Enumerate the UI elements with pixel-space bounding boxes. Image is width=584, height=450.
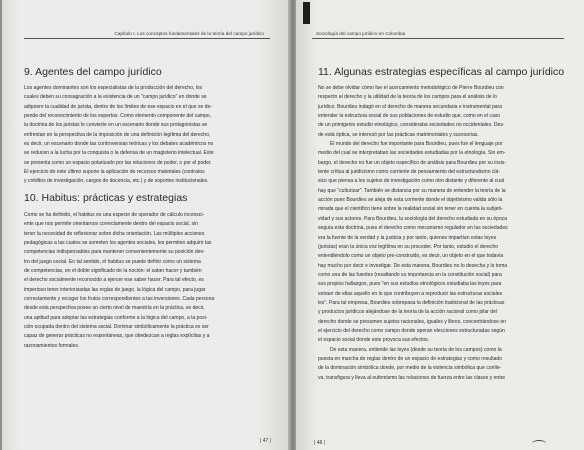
text-line: ente que nos permite orientarnos correctamente dentro del espacio social, sin (24, 221, 198, 228)
text-line: adquiere la cualidad de jurista, dentro de los límites de ese espacio en el que se de- (24, 103, 212, 110)
text-line: medio del cual se interpretaban las sociedades estudiadas por la etnología. Sin em- (318, 150, 506, 157)
text-line: como una de las fuentes (resaltando su importancia en la constitución social) para (318, 271, 502, 278)
text-line: pende del reconocimiento de los expertos. Como elemento componente del campo, (24, 113, 212, 120)
text-line: de competencias, en el doble significado de la noción: el saber hacer y también (24, 268, 202, 275)
text-line: la doctrina de los juristas le convierte en un escenario donde sus protagonistas se (24, 122, 208, 129)
text-line: imperioso tener interiorizadas las reglas de juego, la lógica del campo, para jugar (24, 286, 206, 293)
section-10-title: 10. Habitus: prácticas y estrategias (24, 192, 188, 204)
section-9-title: 9. Agentes del campo jurídico (24, 66, 162, 78)
text-line: entender la estructura social de sus poblaciones de estudio que, como en el caso (318, 113, 501, 120)
text-line: mirada que el científico tiene sobre la realidad social sin tener en cuenta la subjeti- (318, 206, 503, 213)
section-11-title: 11. Algunas estrategias específicas al campo jurídico (318, 66, 565, 78)
page-number-right: | 48 | (314, 440, 325, 446)
section-10-body (24, 211, 272, 351)
running-head-left: Capítulo I. Los conceptos fundamentales de la teoría del campo jurídico (114, 31, 264, 36)
text-line: y productos jurídicos alejándose de la teoría de la acción racional como pilar del (318, 309, 497, 316)
text-line: No se debe olvidar cómo fue el acercamiento metodológico de Pierre Bourdieu con (318, 85, 504, 91)
text-line: El mundo del derecho fue importante para Bourdieu, pues fue el lenguaje por (330, 141, 503, 148)
text-line: acción pues Bourdieu se aleja de esta corriente donde el objetivismo valida sólo la (318, 197, 503, 204)
text-line: Los agentes dominantes son los especialistas de la producción del derecho, los (24, 85, 203, 91)
text-line: derecho donde se presumen sujetos racionales, iguales y libres, concentrándose en (318, 318, 506, 325)
left-page (2, 0, 290, 450)
text-line: extraer de ellas aquello en lo que contribuyen a reproducir las estructuras sociales (318, 290, 503, 297)
text-line: de la dominación simbólica donde, por medio de la violencia simbólica que conlle- (318, 365, 502, 372)
text-line: seguía esta doctrina, pues el derecho como mecanismo regulador en las sociedades (318, 225, 508, 232)
text-line: De esta manera, entiende las leyes (desde su teoría de los campos) como la (330, 346, 502, 353)
text-line: una aptitud para adoptar las estrategias conforme a la lógica del campo, a la posi- (24, 314, 208, 321)
handwritten-mark (532, 440, 546, 447)
text-line: competencias indispensables para mantener convenientemente su posición den- (24, 249, 205, 256)
header-rule-right (312, 38, 564, 39)
text-line: les". Para tal empresa, Bourdieu sobrepasa la definición tradicional de las prácticas (318, 299, 505, 306)
text-line: el derecho socialmente reconocido a ejercer ese saber hacer. Para tal efecto, es (24, 277, 204, 284)
thumb-tab-marker (303, 2, 310, 24)
section-11-body (318, 84, 570, 383)
text-line: se reducen a la lucha por la conquista o la defensa de un magisterio intelectual. Este (24, 150, 214, 157)
text-line: era la fuente de la verdad y la justicia y por tanto, quienes impartían estas leyes (318, 234, 497, 241)
text-line: sico que piensa a los sujetos de investigación como otro distante y diferente al cual (318, 178, 505, 185)
text-line: capaz de generar prácticas no espontáneas, que obedezcan a reglas explícitas y a (24, 333, 210, 340)
text-line: tener la necesidad de reflexionar sobre dicha orientación. Las múltiples acciones (24, 230, 205, 237)
header-rule-left (24, 38, 270, 39)
text-line: hay mucho por decir e investigar. De esta manera, Bourdieu no lo desecha y lo toma (318, 262, 508, 269)
text-line: jurídico. Bourdieu indagó en el derecho de manera secundaria e instrumental para (318, 103, 503, 110)
text-line: (juristas) eran la única voz legítima en su proceder. Por tanto, estudio el derecho (318, 243, 499, 250)
right-page (296, 0, 584, 450)
text-line: El ejercicio de este último supone la aplicación de recursos materiales (contratos (24, 169, 205, 176)
text-line: vidad y sus actores. Para Bourdieu, la sociología del derecho estudiada en su época (318, 215, 508, 222)
running-head-right: Sociología del campo jurídico en Colombia (316, 31, 406, 36)
text-line: tente crítica al juridicismo como corriente de pensamiento del estructuralismo clá- (318, 169, 501, 176)
text-line: el espacio social donde este provoca sus efectos. (318, 337, 430, 344)
text-line: entendiéndolo como un objeto pre-construido, es decir, un objeto en el que todavía (318, 253, 504, 260)
text-line: correctamente y recoger los frutos correspondientes a las inversiones. Cada persona (24, 296, 215, 303)
text-line: va, transfigura y lleva al eufemismo las relaciones de fuerza entre las clases y entre (318, 374, 506, 381)
text-line: y créditos de investigación, cargos de docencia, etc.) y de soportes institucionales. (24, 178, 209, 185)
text-line: desde esta perspectiva posee un cierto nivel de maestría en la práctica, es decir, (24, 305, 205, 312)
text-line: es decir, un escenario donde las controversias teóricas y los debates académicos no (24, 141, 214, 148)
text-line: de está óptica, se interesó por las prácticas matrimoniales y sucesorias. (318, 131, 479, 138)
text-line: razonamientos formales. (24, 342, 80, 349)
section-9-body (24, 84, 272, 187)
text-line: puesta en marcha de reglas dentro de un espacio de estrategias y como resultado (318, 355, 503, 362)
text-line: hay que "culturizar". También se distancia por su manera de entender la teoría de la (318, 187, 506, 194)
page-number-left: | 47 | (260, 438, 271, 444)
text-line: sus propios hallazgos, pues "en sus estudios etnológicos estudiaba las leyes para (318, 281, 502, 288)
text-line: tro del juego social. En tal sentido, el habitus se puede definir como un sistema (24, 258, 201, 265)
text-line: ción ocupada dentro del sistema social. Dominar simbólicamente la práctica es ser (24, 324, 209, 331)
text-line: se presenta como un espacio polarizado por las relaciones de poder, o por el poder. (24, 159, 212, 166)
text-line: Como se ha definido, el habitus es una especie de operador de cálculo inconsci- (24, 212, 205, 218)
text-line: de un primigenio estudio etnológico, consideraba sociedades no occidentales. Des- (318, 122, 505, 129)
text-line: cuales deben su consagración a la existencia de un "campo jurídico" en donde se (24, 94, 207, 101)
text-line: enfrentan en la perspectiva de la imposición de una definición legítima del derecho, (24, 131, 211, 138)
text-line: bargo, el derecho no fue un objeto específico de análisis para Bourdieu por su insis- (318, 159, 506, 166)
text-line: el ejercicio del derecho como campo donde operan elecciones estructuradas según (318, 327, 505, 334)
text-line: respecto al derecho y la utilidad de la teoría de los campos para el análisis de lo (318, 94, 497, 101)
text-line: pedagógicas a las cuales se someten los agentes sociales, les permiten adquirir las (24, 240, 212, 247)
